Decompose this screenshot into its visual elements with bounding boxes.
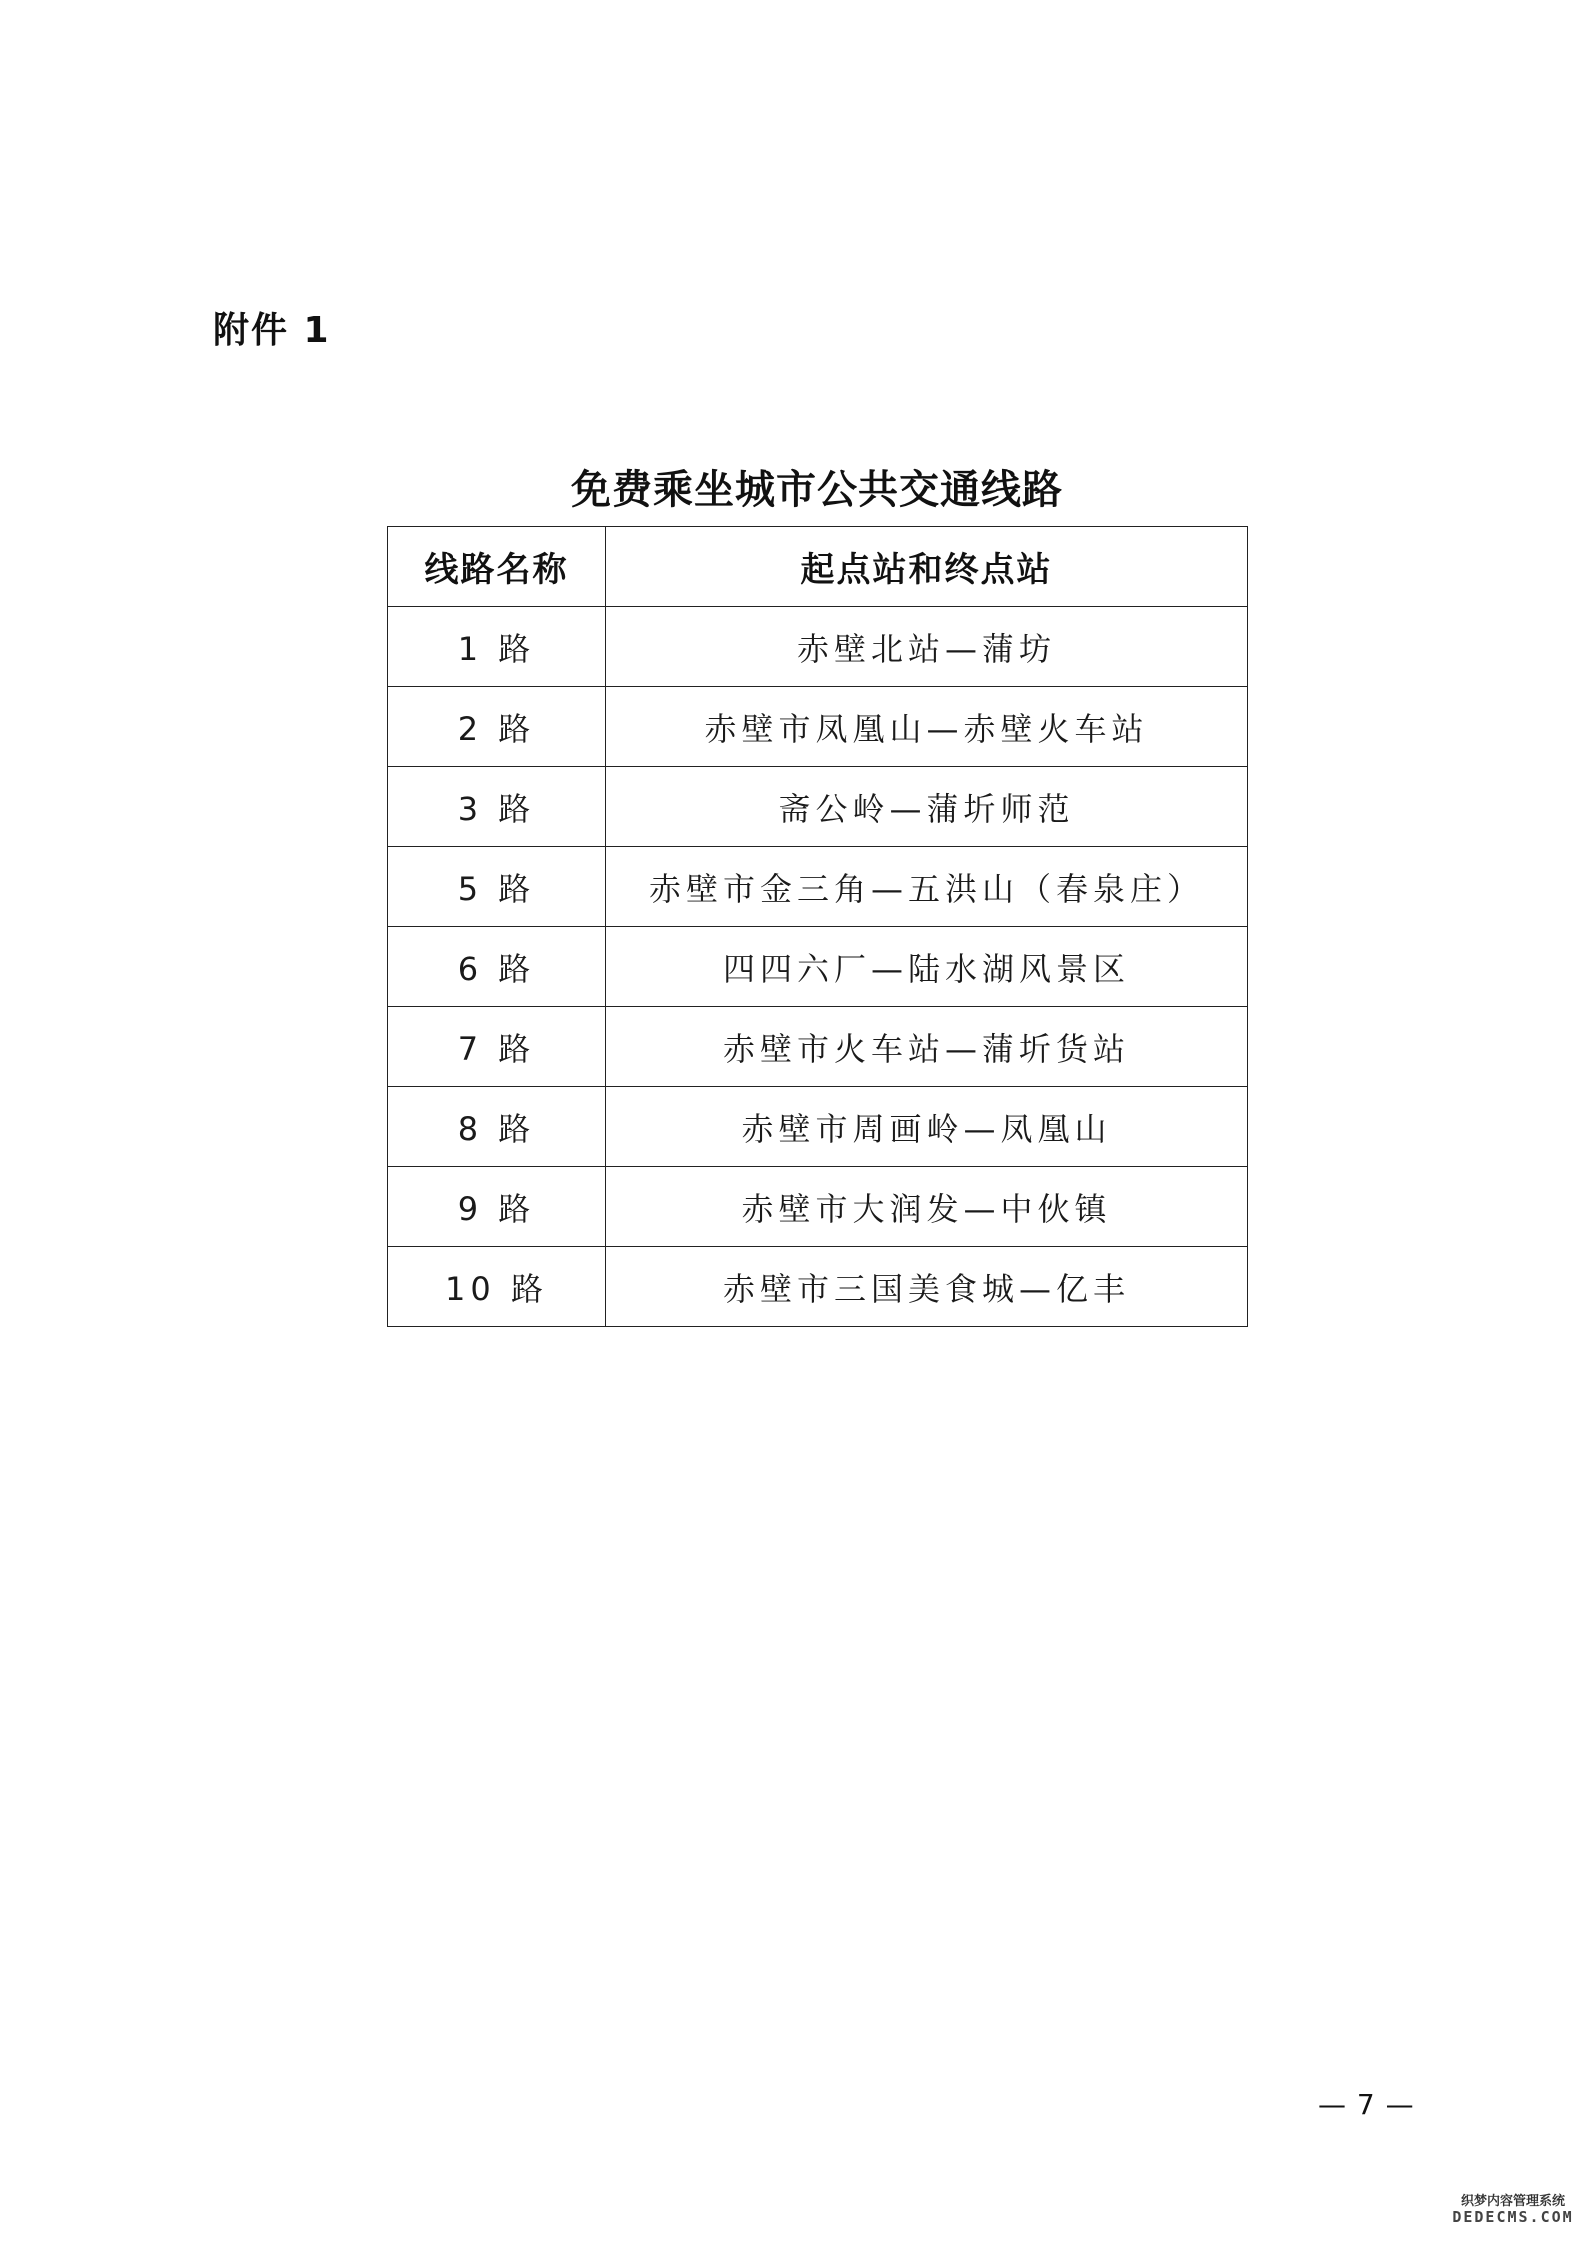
table-row	[388, 767, 1248, 847]
route-name-cell: 2 路	[388, 687, 606, 767]
route-name-cell: 3 路	[388, 767, 606, 847]
route-stops-cell: 赤壁市三国美食城—亿丰	[606, 1247, 1248, 1327]
watermark-line-1: 织梦内容管理系统	[1460, 2194, 1565, 2209]
page-number: — 7 —	[1318, 2088, 1415, 2121]
watermark	[1448, 2195, 1578, 2226]
table-header-row	[388, 527, 1248, 607]
route-name-cell: 7 路	[388, 1007, 606, 1087]
route-stops-cell: 赤壁市凤凰山—赤壁火车站	[606, 687, 1248, 767]
route-stops-cell: 赤壁市金三角—五洪山（春泉庄）	[606, 847, 1248, 927]
header-route-name: 线路名称	[388, 527, 606, 607]
watermark-line-2: DEDECMS.COM	[1452, 2208, 1574, 2227]
route-stops-cell: 赤壁市周画岭—凤凰山	[606, 1087, 1248, 1167]
route-stops-cell: 四四六厂—陆水湖风景区	[606, 927, 1248, 1007]
table-row	[388, 1007, 1248, 1087]
route-name-cell: 6 路	[388, 927, 606, 1007]
route-name-cell: 5 路	[388, 847, 606, 927]
route-stops-cell: 赤壁市大润发—中伙镇	[606, 1167, 1248, 1247]
route-stops-cell: 斋公岭—蒲圻师范	[606, 767, 1248, 847]
table-row	[388, 847, 1248, 927]
route-name-cell: 9 路	[388, 1167, 606, 1247]
header-stops: 起点站和终点站	[606, 527, 1248, 607]
route-stops-cell: 赤壁市火车站—蒲圻货站	[606, 1007, 1248, 1087]
route-name-cell: 8 路	[388, 1087, 606, 1167]
attachment-label: 附件 1	[213, 310, 331, 351]
table-row	[388, 1167, 1248, 1247]
route-table	[387, 526, 1248, 1327]
table-row	[388, 687, 1248, 767]
route-name-cell: 1 路	[388, 607, 606, 687]
route-name-cell: 10 路	[388, 1247, 606, 1327]
table-row	[388, 1087, 1248, 1167]
document-title: 免费乘坐城市公共交通线路	[571, 467, 1063, 513]
table-row	[388, 607, 1248, 687]
route-stops-cell: 赤壁北站—蒲坊	[606, 607, 1248, 687]
table-row	[388, 927, 1248, 1007]
table-row	[388, 1247, 1248, 1327]
